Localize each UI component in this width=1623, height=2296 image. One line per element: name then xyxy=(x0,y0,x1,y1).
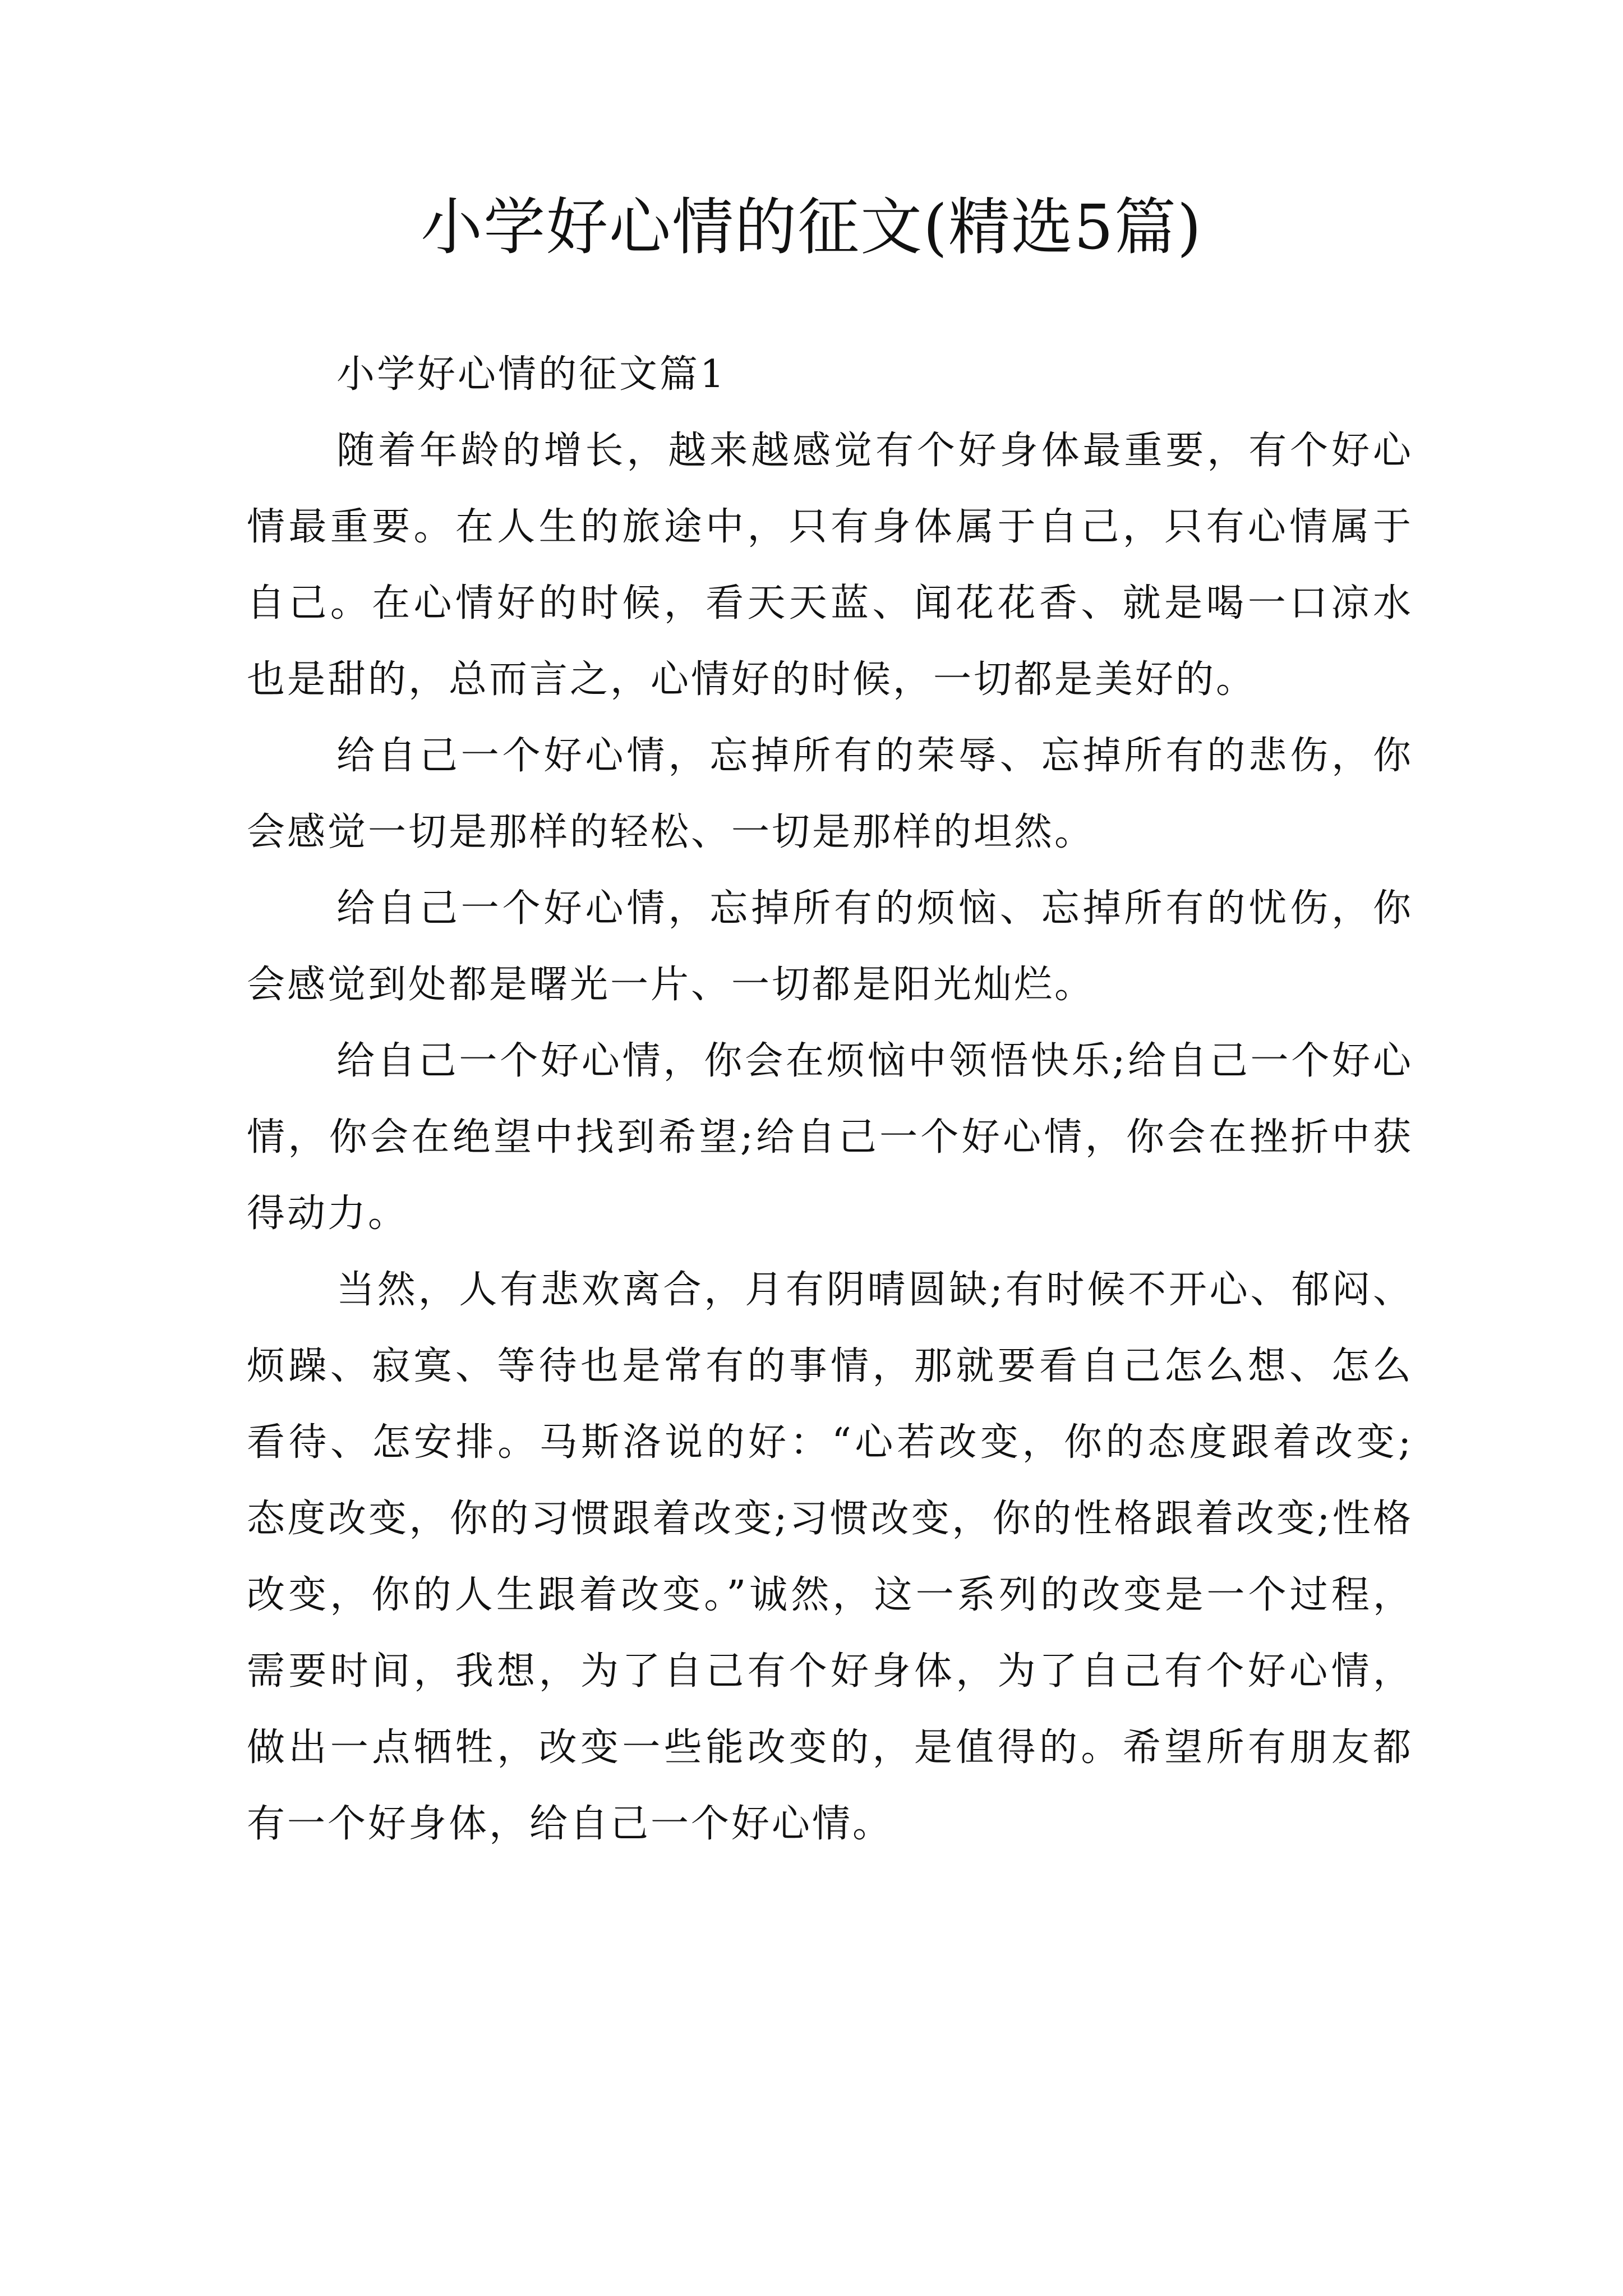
paragraph-5: 当然，人有悲欢离合，月有阴晴圆缺;有时候不开心、郁闷、烦躁、寂寞、等待也是常有的事情，那就要看自己怎么想、怎么看待、怎安排。马斯洛说的好：“心若改变，你的态度跟着改变;态度改变，你的习惯跟着改变;习惯改变，你的性格跟着改变;性格改变，你的人生跟着改变。”诚然，这一系列的改变是一个过程，需要时间，我想，为了自己有个好身体，为了自己有个好心情，做出一点牺牲，改变一些能改变的，是值得的。希望所有朋友都有一个好身体，给自己一个好心情。 xyxy=(247,1268,1413,1846)
document-title: 小学好心情的征文(精选5篇) xyxy=(421,191,1202,263)
document-body xyxy=(247,337,1413,1862)
paragraph-2: 给自己一个好心情，忘掉所有的荣辱、忘掉所有的悲伤，你会感觉一切是那样的轻松、一切是那样的坦然。 xyxy=(247,734,1413,854)
section-heading: 小学好心情的征文篇1 xyxy=(336,352,727,397)
paragraph-4: 给自己一个好心情，你会在烦恼中领悟快乐;给自己一个好心情，你会在绝望中找到希望;给自己一个好心情，你会在挫折中获得动力。 xyxy=(247,1039,1413,1236)
paragraph-3: 给自己一个好心情，忘掉所有的烦恼、忘掉所有的忧伤，你会感觉到处都是曙光一片、一切都是阳光灿烂。 xyxy=(247,886,1413,1007)
paragraph-1: 随着年龄的增长，越来越感觉有个好身体最重要，有个好心情最重要。在人生的旅途中，只有身体属于自己，只有心情属于自己。在心情好的时候，看天天蓝、闻花花香、就是喝一口凉水也是甜的，总而言之，心情好的时候，一切都是美好的。 xyxy=(247,429,1413,702)
